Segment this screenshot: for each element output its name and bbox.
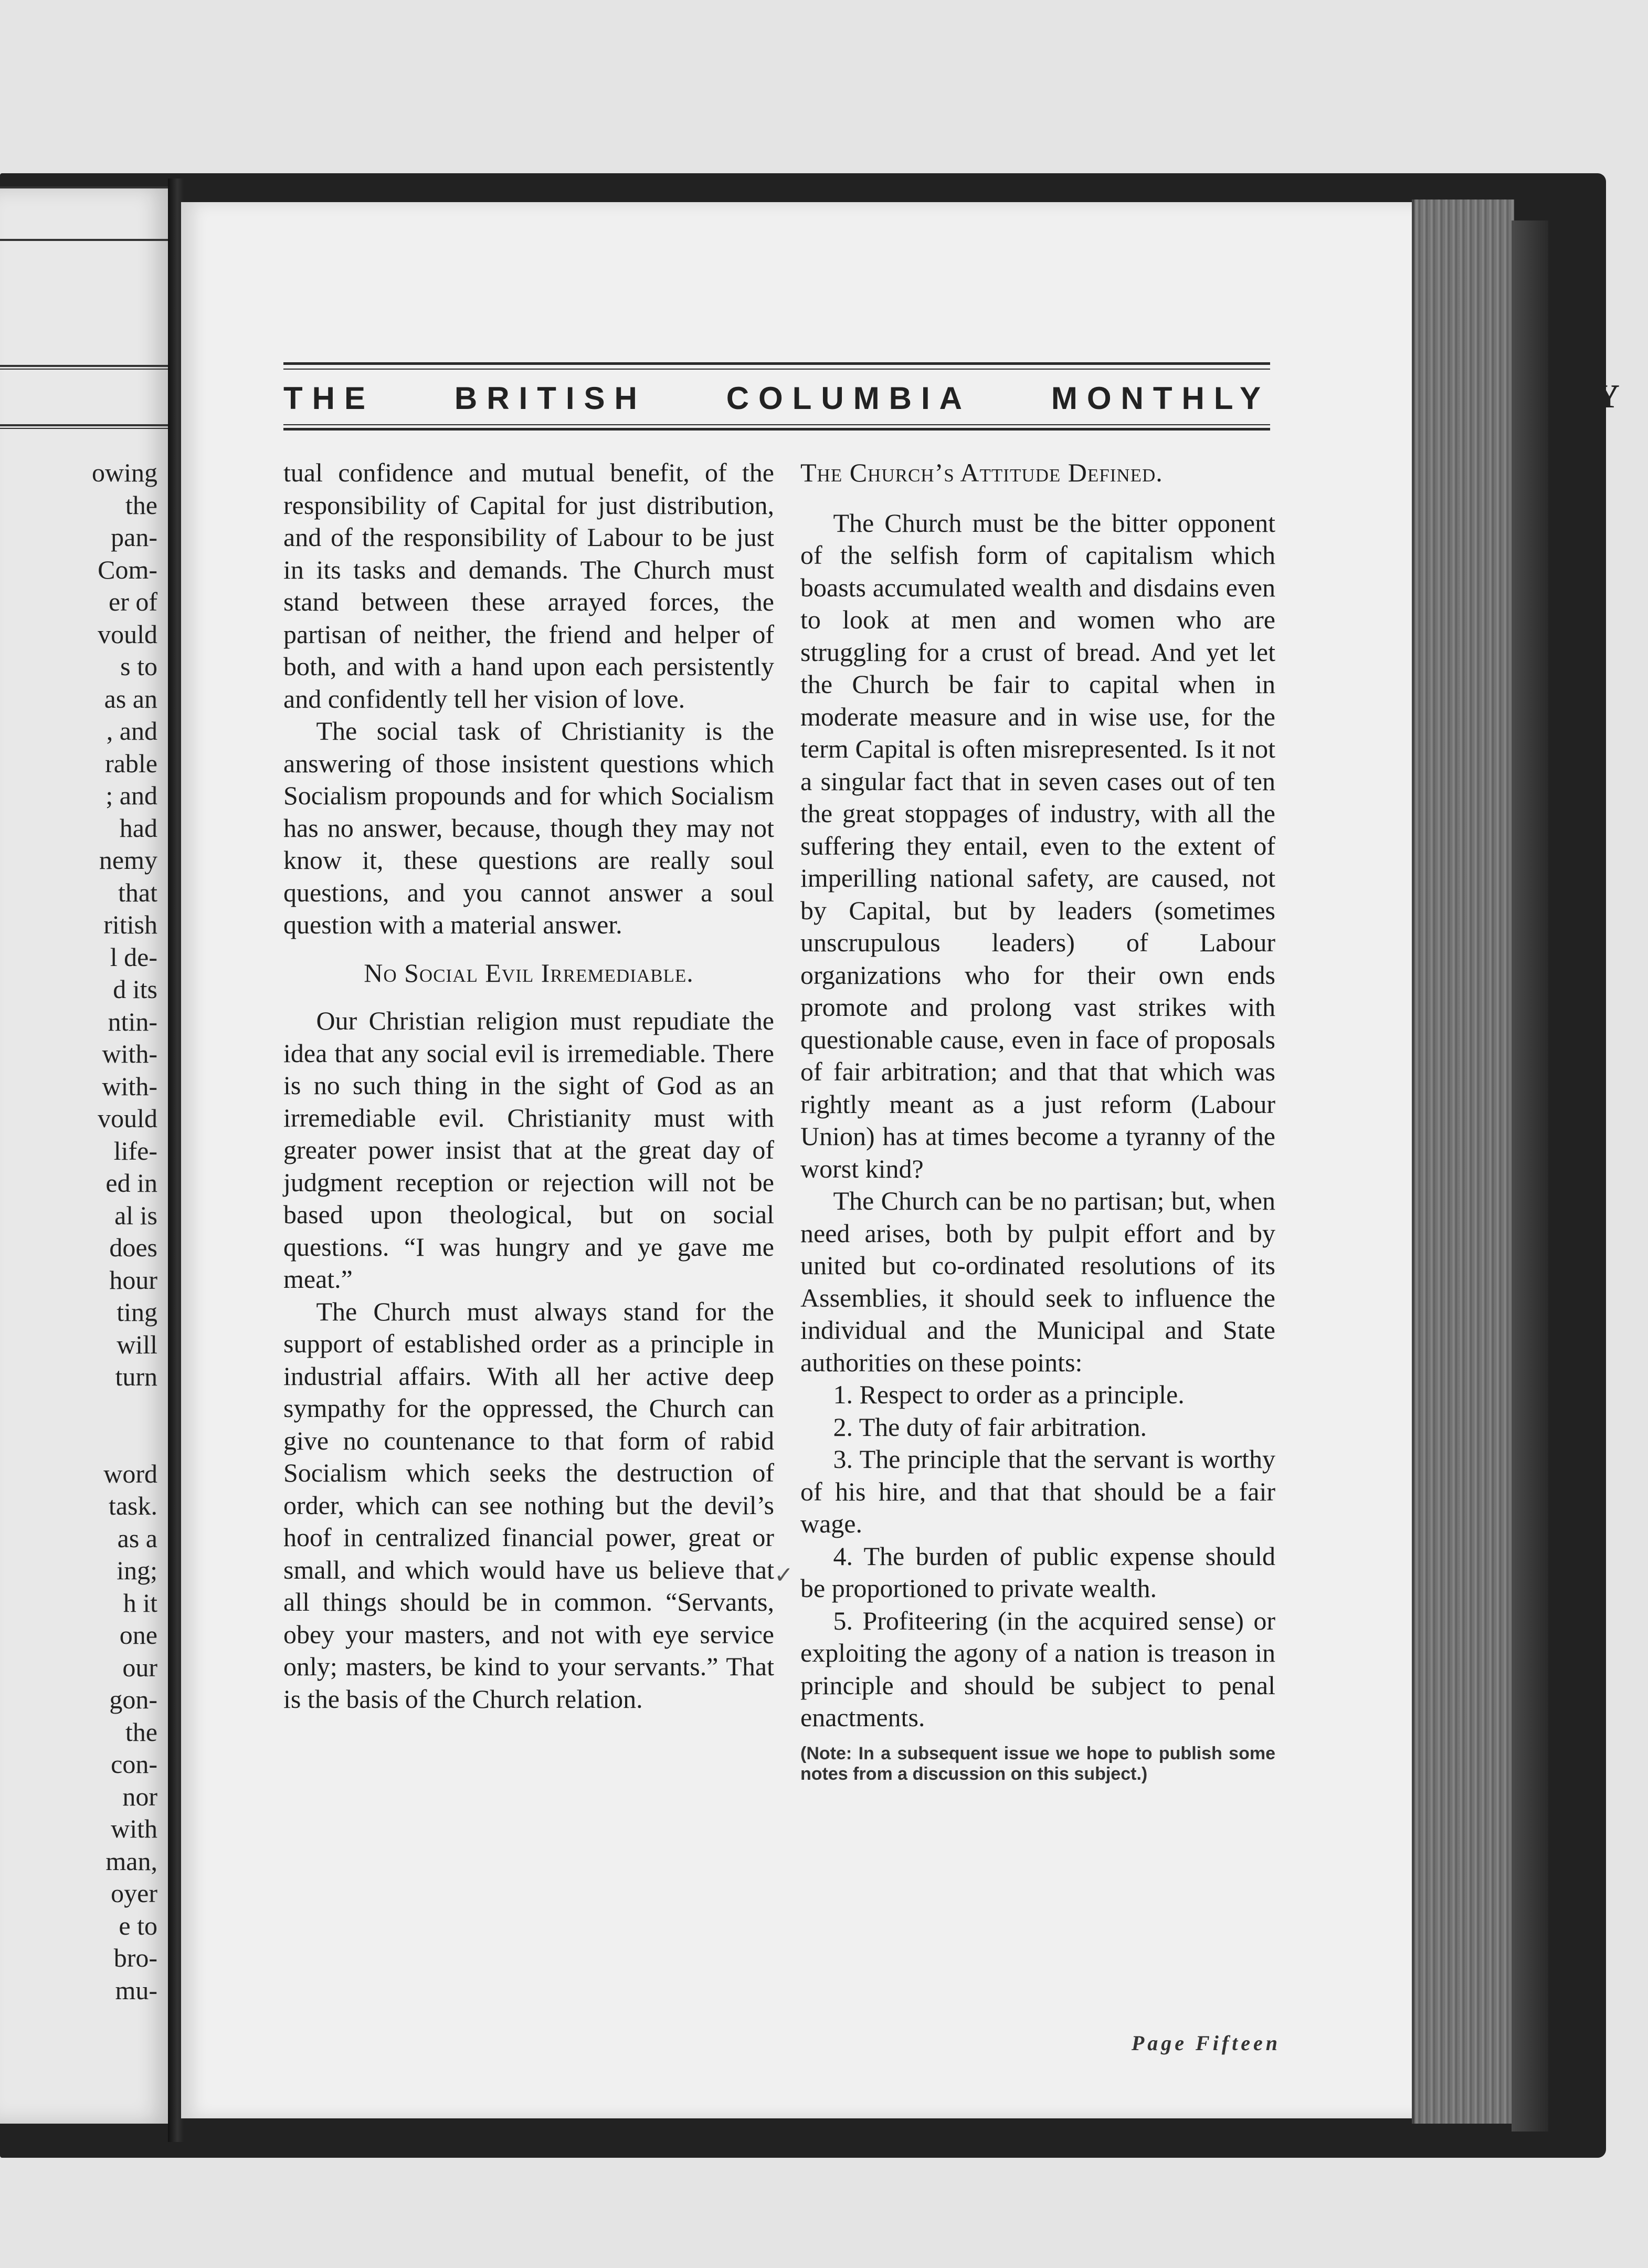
left-page-fragment: bro- [113, 1943, 157, 1972]
left-page-fragment: with [111, 1814, 157, 1843]
left-page-masthead-fragment: LY [1562, 377, 1633, 415]
left-page-fragment: man, [105, 1846, 157, 1876]
left-page-fragment: h it [123, 1588, 157, 1618]
left-page-fragment: al is [114, 1200, 157, 1230]
left-page-fragment: owing [92, 458, 157, 487]
left-page-fragment: rable [105, 748, 157, 778]
page-block-edge [1412, 200, 1514, 2124]
paragraph-christian-religion: Our Christian religion must repudiate the idea that any social evil is irremediable. There is no such thing in the sight of God as an irremediable evil. Christianity must with greater power insist that at the great day of judgment reception or rejection will not be based upon theological, but on social questions. “I was hungry and ye gave me meat.” [283, 1006, 774, 1294]
section-heading-no-social-evil: No Social Evil Irremediable. [364, 958, 694, 988]
cover-edge-band [1512, 220, 1548, 2132]
left-page-fragment: e to [119, 1910, 157, 1940]
left-page-fragment: vould [98, 619, 157, 649]
paragraph-no-partisan: The Church can be no partisan; but, when need arises, both by pulpit effort and by united but co-ordinated resolutions of its Assemblies, it should seek to influence the individual and the Municipal and State authorities on these points: [800, 1186, 1275, 1377]
left-page-fragment: as a [117, 1523, 157, 1553]
left-page-fragment [0, 1393, 157, 1426]
left-page-fragment: nor [122, 1781, 157, 1811]
masthead-word-monthly: MONTHLY [1051, 380, 1270, 416]
left-page-fragment: with- [102, 1071, 157, 1101]
masthead-word-columbia: COLUMBIA [726, 380, 972, 416]
left-page-fragment: ing; [117, 1556, 157, 1585]
editor-note: (Note: In a subsequent issue we hope to publish some notes from a discussion on this subject.) [800, 1743, 1275, 1784]
left-page-fragment: the [125, 490, 157, 520]
article-right-column [800, 457, 1275, 1784]
point-public-expense: 4. The burden of public expense should be proportioned to private wealth. [800, 1541, 1275, 1603]
left-page-fragment: that [118, 877, 157, 907]
masthead [283, 377, 1270, 419]
left-page-fragment: the [125, 1717, 157, 1747]
left-page-fragment: life- [113, 1136, 157, 1166]
left-page-fragment: er of [109, 587, 157, 616]
left-page-fragment: mu- [115, 1975, 157, 2005]
left-header-rule-bottom [0, 239, 173, 241]
left-page-fragment: l de- [110, 942, 157, 972]
left-page-fragment: nemy [99, 845, 157, 875]
left-page-fragment [0, 1425, 157, 1458]
paragraph-established-order: The Church must always stand for the support of established order as a principle in industrial affairs. With all her active deep sympathy for the oppressed, the Church can give no countenance to that form of rabid Socialism which seeks the destruction of order, which can see nothing but the devil’s hoof in centralized financial power, great or small, and which would have us believe that all things should be in common. “Servants, obey your masters, and not with eye service only; masters, be kind to your servants.” That is the basis of the Church relation. [283, 1296, 774, 1714]
left-header-rule-4 [0, 428, 173, 429]
left-page-fragment: vould [98, 1104, 157, 1133]
left-page-fragment: d its [113, 974, 157, 1004]
margin-pencil-tick: ✓ [774, 1562, 794, 1588]
left-page-fragment: turn [115, 1362, 157, 1391]
left-page-fragment: our [122, 1652, 157, 1682]
article-left-column [283, 457, 774, 1715]
left-page-fragment: will [117, 1329, 157, 1359]
left-page-fragment: , and [106, 716, 157, 746]
left-page-fragment: had [119, 813, 157, 843]
masthead-rule-top-thin [283, 369, 1270, 370]
section-heading-church-attitude: The Church’s Attitude Defined. [800, 458, 1163, 487]
point-fair-wage: 3. The principle that the servant is worthy of his hire, and that that should be a fair wage. [800, 1444, 1275, 1538]
left-header-rule-3 [0, 424, 173, 426]
left-page-fragment: ed in [105, 1168, 157, 1198]
left-page-text-fragments [0, 457, 157, 2007]
left-page-fragment: ritish [103, 910, 157, 939]
masthead-rule-bottom-thin [283, 424, 1270, 425]
left-page-fragment: with- [102, 1039, 157, 1068]
left-page-fragment: ting [117, 1297, 157, 1327]
left-page-fragment: con- [111, 1749, 157, 1779]
left-page-fragment: does [109, 1233, 157, 1262]
paragraph-mutual-confidence: tual confidence and mutual benefit, of the responsibility of Capital for just distribution, and of the responsibility of Labour to be just in its tasks and demands. The Church must stand between these arrayed forces, the partisan of neither, the friend and helper of both, and with a hand upon each persistently and confidently tell her vision of love. [283, 458, 774, 713]
left-page-fragment: as an [104, 684, 157, 713]
left-page-fragment: ; and [105, 781, 157, 810]
page-number: Page Fifteen [1131, 2031, 1281, 2055]
point-profiteering: 5. Profiteering (in the acquired sense) or exploiting the agony of a nation is treason in principle and should be subject to penal enactments. [800, 1605, 1275, 1732]
left-page-fragment: ntin- [108, 1006, 157, 1036]
paragraph-social-task: The social task of Christianity is the answering of those insistent questions which Socialism propounds and for which Socialism has no answer, because, though they may not know it, these questions are really soul questions, and you cannot answer a soul question with a material answer. [283, 716, 774, 939]
masthead-word-the: THE [283, 380, 375, 416]
left-page-fragment: s to [120, 652, 157, 681]
left-page-fragment: one [119, 1620, 157, 1650]
left-page-fragment: word [103, 1458, 157, 1488]
left-header-rule-2 [0, 369, 173, 370]
left-page-fragment: oyer [111, 1878, 157, 1908]
left-page-fragment: hour [109, 1265, 157, 1295]
point-fair-arbitration: 2. The duty of fair arbitration. [833, 1412, 1147, 1442]
masthead-rule-top-thick [283, 362, 1270, 365]
point-respect-order: 1. Respect to order as a principle. [833, 1380, 1185, 1409]
left-header-rule-1 [0, 365, 173, 367]
left-page-fragment: gon- [109, 1685, 157, 1714]
left-page-fragment: task. [108, 1491, 157, 1520]
left-header-rule-top [0, 186, 173, 188]
left-page-fragment: pan- [111, 522, 157, 552]
masthead-rule-bottom-thick [283, 428, 1270, 430]
masthead-word-british: BRITISH [454, 380, 647, 416]
left-page-header-rules [0, 186, 173, 244]
paragraph-bitter-opponent: The Church must be the bitter opponent of the selfish form of capitalism which boasts accumulated wealth and disdains even to look at men and women who are struggling for a crust of bread. And yet let the Church be fair to capital when in moderate measure and in wise use, for the term Capital is often misrepresented. Is it not a singular fact that in seven cases out of ten the great stoppages of industry, with all the suffering they entail, even to the extent of imperilling national safety, are caused, not by Capital, but by leaders (sometimes unscrupulous leaders) of Labour organizations who for their own ends promote and prolong vast strikes with questionable cause, even in face of proposals of fair arbitration; and that that which was rightly meant as a just reform (Labour Union) has at times become a tyranny of the worst kind? [800, 508, 1275, 1183]
left-page-fragment: Com- [98, 554, 157, 584]
